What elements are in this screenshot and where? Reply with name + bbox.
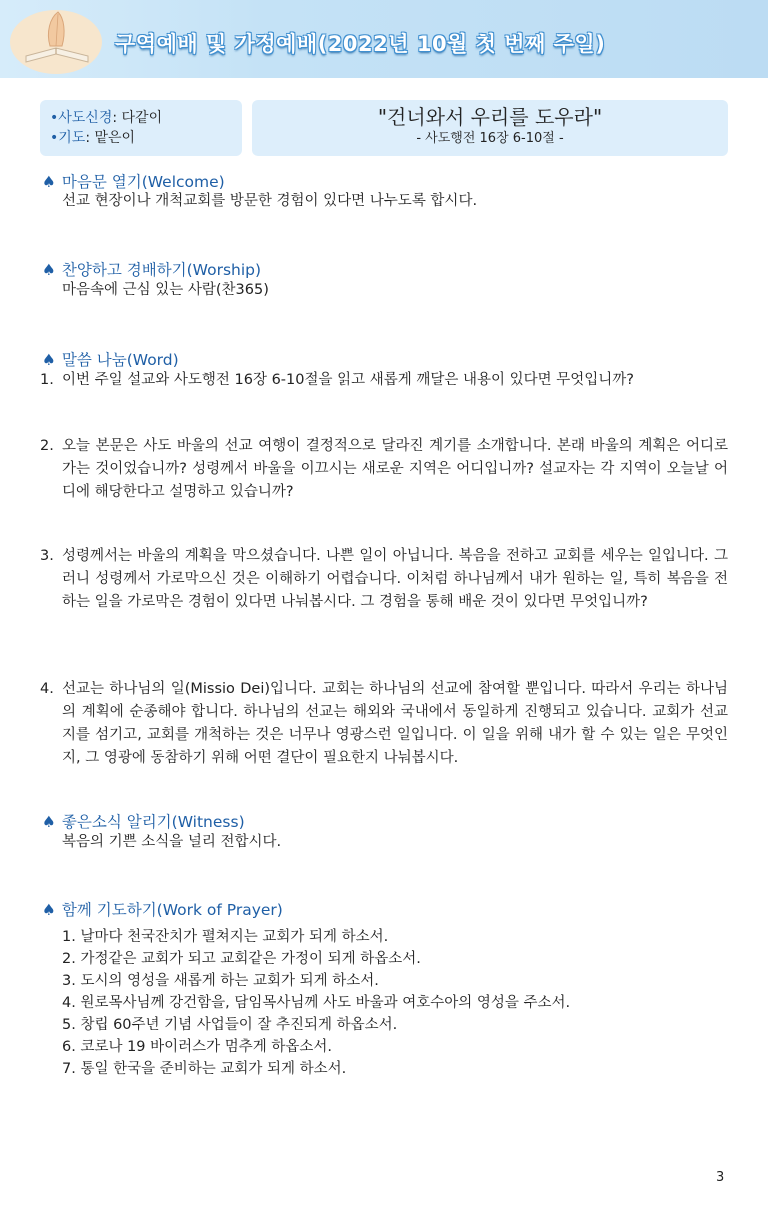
question-text: 성령께서는 바울의 계획을 막으셨습니다. 나쁜 일이 아닙니다. 복음을 전하고 교회를 세우는 일입니다. 그러니 성령께서 가로막으신 것은 이해하기 어렵습니다. 이처럼 하나님께서 내가 원하는 일, 특히 복음을 전하는 일을 가로막은 경험이 있다면 나눠봅시다. 그 경험을 통해 배운 것이 있다면 무엇입니까? <box>62 548 728 610</box>
service-info-box <box>40 100 242 156</box>
spade-icon: ♠ <box>42 351 56 369</box>
section-prayer-heading: ♠ 함께 기도하기(Work of Prayer) <box>42 901 283 919</box>
spade-icon: ♠ <box>42 901 56 919</box>
section-witness-heading: ♠ 좋은소식 알리기(Witness) <box>42 813 245 831</box>
worship-text: 마음속에 근심 있는 사람(찬365) <box>62 282 269 298</box>
prayer-list <box>62 926 722 1080</box>
page-number: 3 <box>716 1170 725 1185</box>
list-item: 2. 가정같은 교회가 되고 교회같은 가정이 되게 하옵소서. <box>62 951 421 967</box>
sermon-title-box <box>252 100 728 156</box>
section-welcome-heading: ♠ 마음문 열기(Welcome) <box>42 173 225 191</box>
question-number: 2. <box>40 438 54 454</box>
page-header <box>0 0 768 78</box>
creed-value: : 다같이 <box>112 110 163 126</box>
prayer-value: : 맡은이 <box>85 130 136 146</box>
list-item: 5. 창립 60주년 기념 사업들이 잘 추진되게 하옵소서. <box>62 1017 398 1033</box>
question-number: 3. <box>40 548 54 564</box>
question-text: 오늘 본문은 사도 바울의 선교 여행이 결정적으로 달라진 계기를 소개합니다. 본래 바울의 계획은 어디로 가는 것이었습니까? 성령께서 바울을 이끄시는 새로운 지역은 어디입니까? 설교자는 각 지역이 오늘날 어디에 해당한다고 설명하고 있습니까? <box>62 438 728 500</box>
page-title: 구역예배 및 가정예배(2022년 10월 첫 번째 주일) <box>115 32 606 56</box>
welcome-text: 선교 현장이나 개척교회를 방문한 경험이 있다면 나누도록 합시다. <box>62 193 478 209</box>
section-worship-heading: ♠ 찬양하고 경배하기(Worship) <box>42 261 262 279</box>
question-text: 이번 주일 설교와 사도행전 16장 6-10절을 읽고 새롭게 깨달은 내용이 있다면 무엇입니까? <box>62 372 634 388</box>
section-word-heading: ♠ 말씀 나눔(Word) <box>42 351 179 369</box>
question-number: 4. <box>40 681 54 697</box>
list-item: 6. 코로나 19 바이러스가 멈추게 하옵소서. <box>62 1039 333 1055</box>
spade-icon: ♠ <box>42 173 56 191</box>
praying-hands-bible-icon <box>6 4 106 74</box>
prayer-line <box>50 128 232 148</box>
spade-icon: ♠ <box>42 261 56 279</box>
creed-line <box>50 108 232 128</box>
list-item: 3. 도시의 영성을 새롭게 하는 교회가 되게 하소서. <box>62 973 379 989</box>
list-item: 4. 원로목사님께 강건함을, 담임목사님께 사도 바울과 여호수아의 영성을 주소서. <box>62 995 571 1011</box>
sermon-title: "건너와서 우리를 도우라" <box>377 105 603 129</box>
spade-icon: ♠ <box>42 813 56 831</box>
witness-text: 복음의 기쁜 소식을 널리 전합시다. <box>62 834 282 850</box>
question-text: 선교는 하나님의 일(Missio Dei)입니다. 교회는 하나님의 선교에 참여할 뿐입니다. 따라서 우리는 하나님의 계획에 순종해야 합니다. 하나님의 선교는 해외와 국내에서 동일하게 진행되고 있습니다. 교회가 선교지를 섬기고, 교회를 개척하는 것은 너무나 영광스런 일입니다. 이 일을 위해 내가 할 수 있는 일은 무엇인지, 그 영광에 동참하기 위해 어떤 결단이 필요한지 나눠봅시다. <box>62 681 728 766</box>
list-item: 7. 통일 한국을 준비하는 교회가 되게 하소서. <box>62 1061 347 1077</box>
list-item: 1. 날마다 천국잔치가 펼쳐지는 교회가 되게 하소서. <box>62 929 389 945</box>
prayer-label: •기도 <box>50 130 86 146</box>
creed-label: •사도신경 <box>50 110 113 126</box>
question-number: 1. <box>40 372 54 388</box>
scripture-reference: - 사도행전 16장 6-10절 - <box>416 131 564 146</box>
